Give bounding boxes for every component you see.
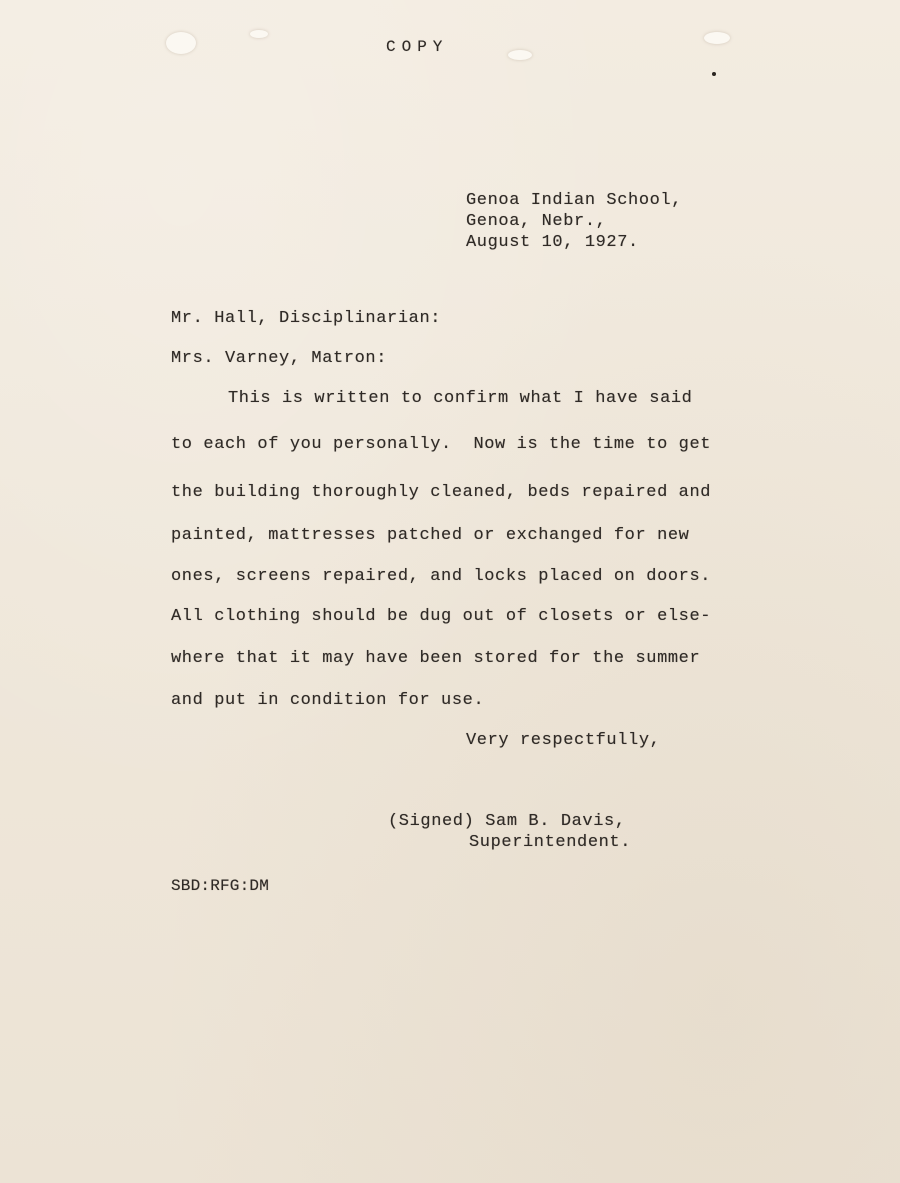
copy-mark: COPY — [386, 38, 449, 56]
letter-date: August 10, 1927. — [466, 233, 639, 252]
ink-speck — [712, 72, 716, 76]
body-text-line: the building thoroughly cleaned, beds repaired and — [171, 483, 712, 502]
recipient-line: Mr. Hall, Disciplinarian: — [171, 309, 442, 328]
body-text-line: ones, screens repaired, and locks placed on doors. — [171, 567, 712, 586]
address-city: Genoa, Nebr., — [466, 212, 607, 231]
signature-line: (Signed) Sam B. Davis, — [388, 812, 626, 831]
paper-tear-mark — [166, 32, 196, 54]
body-text-line: painted, mattresses patched or exchanged for new — [171, 526, 690, 545]
signer-title: Superintendent. — [469, 833, 632, 852]
paper-tear-mark — [704, 32, 730, 44]
paper-tear-mark — [508, 50, 532, 60]
address-school: Genoa Indian School, — [466, 191, 683, 210]
paper-tear-mark — [250, 30, 268, 38]
body-text-line: where that it may have been stored for the summer — [171, 649, 701, 668]
body-text-line: to each of you personally. Now is the time to get — [171, 435, 712, 454]
closing-salutation: Very respectfully, — [466, 731, 661, 750]
body-text-line: All clothing should be dug out of closets or else- — [171, 607, 712, 626]
recipient-line: Mrs. Varney, Matron: — [171, 349, 388, 368]
body-text-line: This is written to confirm what I have said — [228, 389, 693, 408]
reference-initials: SBD:RFG:DM — [171, 877, 270, 895]
body-text-line: and put in condition for use. — [171, 691, 485, 710]
